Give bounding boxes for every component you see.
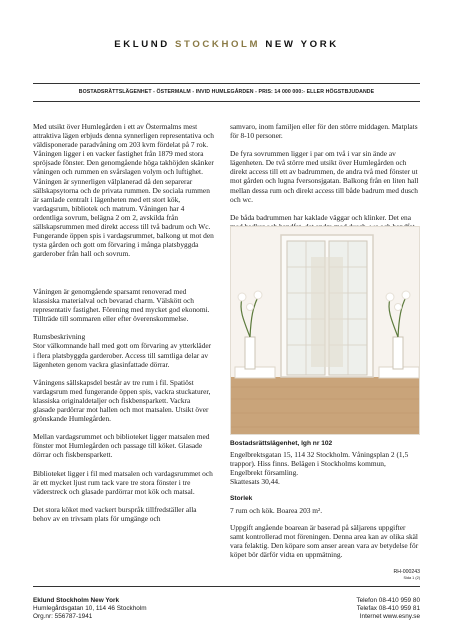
footer-address: Humlegårdsgatan 10, 114 46 Stockholm (33, 605, 147, 613)
left-column-top (33, 122, 214, 267)
page-number: Sida 1 (2) (403, 576, 420, 580)
footer-fax: Telefax 08-410 959 81 (356, 605, 420, 613)
headline-rule (33, 101, 420, 102)
brand-logo (0, 39, 453, 50)
facts-size: 7 rum och kök. Boarea 203 m². (230, 505, 323, 515)
paragraph-bedrooms: De fyra sovrummen ligger i par om två i var sin ände av lägenheten. De två större med utsikt över Humlegården och direkt access till ett av badrummen, de andra två med fönster ut mot gården och lugna fversonsjgatan. Balkong från en liten hall mellan dessa rum och direkt access till både badrum med dusch och wc. (230, 149, 419, 204)
paragraph-renovation: Våningen är genomgående sparsamt renoverad med klassiska materialval och bevarad charm. Välskött och representativ fastighet. Förening med mycket god ekonomi. Tillträde till sommaren eller efter överenskommelse. (33, 287, 210, 324)
brand-part-newyork: NEW YORK (265, 39, 339, 50)
footer-left (33, 597, 147, 622)
facts-area-note: Uppgift angående boarean är baserad på säljarens uppgifter samt kontrollerad mot föreningen. Denna area kan av olika skäl vara felaktig. Den köpare som anser arean vara av betydelse för köpet bör därför vidta en uppmätning. (230, 522, 419, 559)
footer-phone: Telefon 08-410 959 80 (356, 597, 420, 604)
facts-address: Engelbrektsgatan 15, 114 32 Stockholm. Våningsplan 2 (1,5 trappor). Hiss finns. Belägen i Stockholms kommun, Engelbrekt församling. Skattesats 30,44. (230, 450, 409, 487)
facts-header-size: Storlek (230, 495, 253, 503)
left-column-bottom (33, 287, 214, 532)
paragraph-dining: Mellan vardagsrummet och biblioteket ligger matsalen med fönster mot Humlegården och passage till köket. Glasade dörrar och fiskbensparkett. (33, 432, 210, 460)
paragraph-social-rooms: Våningens sällskapsdel består av tre rum i fil. Spatiöst vardagsrum med fungerande öppen spis, vackra stuckaturer, klassiska originaldetaljer och fiskbensparkett. Vackra glasade pardörrar mot hallen och mot matsalen. Utsikt över grönskande Humlegården. (33, 377, 211, 424)
paragraph-dining-cont: samvaro, inom familjen eller för den större middagen. Matplats för 8-10 personer. (230, 122, 418, 141)
top-rule (33, 83, 420, 84)
paragraph-hall: Rumsbeskrivning Stor välkomnande hall med gott om förvaring av ytterkläder i flera platsbyggda garderober. Access till samtliga delar av lägenheten genom vackra glasinfattade dörrar. (33, 332, 212, 369)
interior-photo (230, 226, 420, 435)
property-facts (230, 439, 420, 567)
facts-header-apartment: Bostadsrättslägenhet, lgh nr 102 (230, 440, 333, 447)
brand-part-eklund: EKLUND (114, 39, 170, 50)
footer-web-link[interactable]: Internet www.esny.se (359, 613, 420, 621)
footer-rule (33, 586, 420, 587)
footer-org: Org.nr: 556787-1941 (33, 613, 93, 621)
intro-paragraph: Med utsikt över Humlegården i ett av Östermalms mest attraktiva lägen erbjuds denna synnerligen representativa och väldisponerade paradvåning om 203 kvm fördelat på 7 rok. Våningen ligger i en vacker fastighet från 1879 med stora spröjsade fönster. Den genomgående höga takhöjden skänker våningen och rummen en svårslagen volym och luftighet. Våningen är synnerligen välplanerad då den separerar sällskapsytorna och de privata rummen. De sociala rummen är samlade centralt i lägenheten med ett stort kök, vardagsrum, bibliotek och matrum. Våningen har 4 ordentliga sovrum, belägna 2 om 2, avskilda från sällskapsrummen med direkt access till två badrum och Wc. Fungerande öppen spis i vardagsrummet, balkong ut mot den tysta gården och gott om förvaring i många platsbyggda garderober från hall och sovrum. (33, 122, 214, 259)
footer-right (356, 597, 420, 622)
paragraph-library: Biblioteket ligger i fil med matsalen och vardagsrummet och är ett mycket ljust rum tack vare tre stora fönster i tre väderstreck och glasade pardörrar mot kök och matsal. (33, 468, 213, 496)
reference-code: RH-000243 (393, 569, 420, 575)
footer-company: Eklund Stockholm New York (33, 597, 120, 604)
listing-headline: BOSTADSRÄTTSLÄGENHET - ÖSTERMALM - INVID HUMLEGÅRDEN - PRIS: 14 000 000:- ELLER HÖGSTBJUDANDE (78, 89, 375, 95)
brand-part-stockholm: STOCKHOLM (175, 39, 261, 50)
paragraph-bathrooms: De båda badrummen har kaklade väggar och klinker. Det ena (230, 212, 411, 222)
paragraph-kitchen: Det stora köket med vackert burspråk tillfredställer alla behov av en trivsam plats för umgänge och (33, 504, 197, 523)
